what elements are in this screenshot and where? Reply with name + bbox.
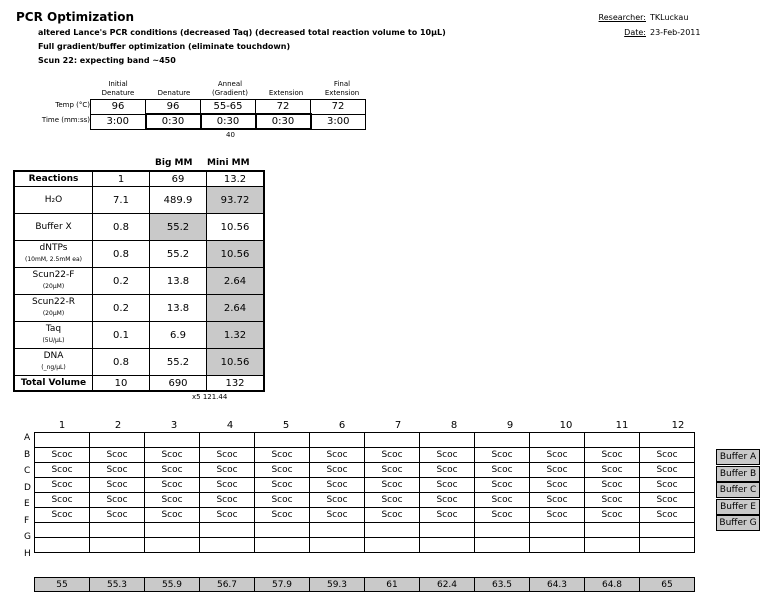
- plate-row: [35, 478, 695, 493]
- cycle-header-3-l1: Anneal: [217, 80, 243, 88]
- mini-mm-value: 10.56: [207, 349, 265, 376]
- plate-well: Scoc: [420, 508, 475, 523]
- single-rxn-value: 0.8: [93, 349, 150, 376]
- reagent-name: [14, 214, 93, 241]
- plate-well: Scoc: [640, 478, 695, 493]
- big-mm-value: 69: [150, 171, 207, 187]
- cycle-header-4: [258, 80, 314, 98]
- single-rxn-value: 0.1: [93, 322, 150, 349]
- plate-well: Scoc: [310, 463, 365, 478]
- plate-column-number: 11: [615, 420, 629, 431]
- cycle-header-2: [146, 80, 202, 98]
- gradient-temp: 56.7: [200, 578, 255, 592]
- plate-well: [200, 523, 255, 538]
- plate-well: [310, 433, 365, 448]
- plate-row: [35, 523, 695, 538]
- plate-well: Scoc: [530, 478, 585, 493]
- temp-cell: 72: [311, 100, 366, 115]
- temp-cell: 55-65: [201, 100, 256, 115]
- reagent-name: [14, 322, 93, 349]
- reagent-label: H₂O: [44, 194, 63, 205]
- plate-well: Scoc: [35, 493, 90, 508]
- single-rxn-value: 0.8: [93, 241, 150, 268]
- gradient-temp: 55.3: [90, 578, 145, 592]
- plate-well: Scoc: [35, 508, 90, 523]
- plate-column-number: 5: [282, 420, 290, 431]
- date-label: Date:: [624, 28, 646, 37]
- plate-well: Scoc: [35, 448, 90, 463]
- plate-row-letter: C: [24, 466, 31, 476]
- plate-well: Scoc: [90, 448, 145, 463]
- cycle-header-1-l1: Initial: [108, 80, 128, 88]
- reagent-label: dNTPs: [39, 243, 68, 253]
- plate-column-number: 7: [394, 420, 402, 431]
- gradient-temps: [34, 577, 695, 592]
- reaction-row: [14, 268, 264, 295]
- plate-well: [640, 523, 695, 538]
- reaction-row: [14, 214, 264, 241]
- reagent-name: [14, 268, 93, 295]
- plate-row-letter: B: [24, 449, 31, 460]
- plate-well: Scoc: [585, 508, 640, 523]
- plate-grid: [34, 432, 695, 553]
- mini-mm-value: 1.32: [207, 322, 265, 349]
- reagent-label: Scun22-R: [31, 297, 76, 307]
- plate-well: Scoc: [90, 463, 145, 478]
- plate-column-number: 3: [170, 420, 178, 431]
- cycle-header-2-l1: [146, 80, 202, 89]
- mini-mm-note: x5 121.44: [192, 393, 228, 401]
- plate-well: [475, 433, 530, 448]
- time-cell: 0:30: [256, 114, 311, 129]
- cycles-note: 40: [226, 131, 235, 139]
- mini-mm-value: 10.56: [207, 241, 265, 268]
- single-rxn-value: 7.1: [93, 187, 150, 214]
- plate-row: [35, 493, 695, 508]
- cycle-header-5-l2: Extension: [324, 89, 360, 97]
- mini-mm-value: 2.64: [207, 295, 265, 322]
- gradient-temp: 64.8: [585, 578, 640, 592]
- reagent-name: [14, 295, 93, 322]
- buffer-label: Buffer A: [716, 449, 760, 465]
- cycle-headers: [90, 80, 370, 100]
- reagent-concentration: (20µM): [42, 310, 65, 317]
- plate-row: [35, 508, 695, 523]
- page-title: PCR Optimization: [16, 10, 134, 24]
- plate-well: Scoc: [475, 493, 530, 508]
- plate-well: [200, 538, 255, 553]
- gradient-temp: 64.3: [530, 578, 585, 592]
- plate-column-number: 1: [58, 420, 66, 431]
- plate-row-letter: H: [24, 548, 31, 559]
- plate-well: Scoc: [640, 493, 695, 508]
- single-rxn-value: 0.8: [93, 214, 150, 241]
- plate-well: Scoc: [200, 463, 255, 478]
- mini-mm-value: 132: [207, 376, 265, 392]
- big-mm-value: 13.8: [150, 268, 207, 295]
- plate-well: Scoc: [365, 508, 420, 523]
- note-line-2: Full gradient/buffer optimization (eliminate touchdown): [38, 42, 291, 51]
- plate-well: [200, 433, 255, 448]
- plate-well: Scoc: [200, 493, 255, 508]
- plate-well: [310, 523, 365, 538]
- plate-well: Scoc: [365, 493, 420, 508]
- single-rxn-value: 10: [93, 376, 150, 392]
- plate-well: Scoc: [145, 448, 200, 463]
- cycle-header-2-l2: Denature: [157, 89, 191, 97]
- plate-well: [475, 523, 530, 538]
- plate-well: Scoc: [640, 508, 695, 523]
- plate-well: [530, 538, 585, 553]
- plate-well: [145, 433, 200, 448]
- mini-mm-value: 93.72: [207, 187, 265, 214]
- cycle-table: [90, 99, 366, 130]
- single-rxn-value: 0.2: [93, 295, 150, 322]
- cycle-header-4-l2: Extension: [268, 89, 304, 97]
- plate-well: Scoc: [90, 493, 145, 508]
- reagent-name: [14, 376, 93, 392]
- plate-column-number: 8: [450, 420, 458, 431]
- plate-row: [35, 463, 695, 478]
- plate-well: Scoc: [475, 508, 530, 523]
- reaction-table: [13, 170, 265, 392]
- temp-row: [91, 100, 366, 115]
- gradient-temp: 61: [365, 578, 420, 592]
- plate-well: [475, 538, 530, 553]
- plate-well: Scoc: [310, 493, 365, 508]
- plate-well: Scoc: [200, 448, 255, 463]
- plate-well: [420, 538, 475, 553]
- big-mm-value: 489.9: [150, 187, 207, 214]
- reaction-row: [14, 376, 264, 392]
- plate-well: [365, 538, 420, 553]
- plate-row-letter: F: [24, 515, 30, 526]
- single-rxn-value: 1: [93, 171, 150, 187]
- plate-well: Scoc: [255, 508, 310, 523]
- plate-well: Scoc: [530, 508, 585, 523]
- gradient-temp: 62.4: [420, 578, 475, 592]
- reagent-name: [14, 241, 93, 268]
- plate-well: Scoc: [90, 508, 145, 523]
- plate-well: Scoc: [475, 448, 530, 463]
- reaction-row: [14, 187, 264, 214]
- date-value: 23-Feb-2011: [650, 28, 701, 37]
- big-mm-value: 690: [150, 376, 207, 392]
- plate-row: [35, 433, 695, 448]
- plate-well: [255, 433, 310, 448]
- plate-row: [35, 538, 695, 553]
- plate-well: Scoc: [145, 493, 200, 508]
- plate-well: [35, 538, 90, 553]
- gradient-temp-row: [35, 578, 695, 592]
- plate-well: [530, 523, 585, 538]
- time-cell: 3:00: [91, 114, 146, 129]
- time-cell: 0:30: [146, 114, 201, 129]
- plate-well: Scoc: [420, 448, 475, 463]
- big-mm-header: Big MM: [155, 158, 193, 168]
- plate-column-number: 10: [559, 420, 573, 431]
- cycle-header-3-l2: (Gradient): [212, 89, 248, 97]
- time-row: [91, 114, 366, 129]
- plate-well: Scoc: [530, 448, 585, 463]
- plate-well: Scoc: [145, 463, 200, 478]
- reagent-concentration: (5U/µL): [42, 337, 65, 344]
- gradient-temp: 55: [35, 578, 90, 592]
- time-row-label: Time (mm:ss): [41, 116, 90, 124]
- plate-column-number: 6: [338, 420, 346, 431]
- mini-mm-value: 13.2: [207, 171, 265, 187]
- cycle-header-4-l1: [258, 80, 314, 89]
- plate-well: [310, 538, 365, 553]
- temp-cell: 96: [146, 100, 201, 115]
- plate-well: [530, 433, 585, 448]
- plate-well: [420, 433, 475, 448]
- big-mm-value: 6.9: [150, 322, 207, 349]
- cycle-header-3: [202, 80, 258, 98]
- plate-well: Scoc: [530, 463, 585, 478]
- plate-row-letter: A: [24, 433, 31, 443]
- plate-well: Scoc: [310, 478, 365, 493]
- gradient-temp: 55.9: [145, 578, 200, 592]
- plate-well: Scoc: [145, 508, 200, 523]
- plate-well: Scoc: [255, 448, 310, 463]
- time-cell: 0:30: [201, 114, 256, 129]
- plate-well: [640, 433, 695, 448]
- reaction-row: [14, 322, 264, 349]
- plate-well: Scoc: [310, 448, 365, 463]
- plate-well: [640, 538, 695, 553]
- plate-well: Scoc: [420, 493, 475, 508]
- plate-well: Scoc: [585, 493, 640, 508]
- reaction-row: [14, 295, 264, 322]
- plate-well: Scoc: [640, 448, 695, 463]
- time-cell: 3:00: [311, 114, 366, 129]
- researcher-label: Researcher:: [598, 13, 646, 22]
- gradient-temp: 59.3: [310, 578, 365, 592]
- mini-mm-value: 10.56: [207, 214, 265, 241]
- gradient-temp: 57.9: [255, 578, 310, 592]
- reaction-row: [14, 171, 264, 187]
- plate-well: Scoc: [200, 508, 255, 523]
- plate-well: [420, 523, 475, 538]
- temp-cell: 72: [256, 100, 311, 115]
- plate-row-letter: D: [24, 482, 31, 493]
- big-mm-value: 55.2: [150, 241, 207, 268]
- plate-well: Scoc: [585, 463, 640, 478]
- plate-well: Scoc: [530, 493, 585, 508]
- plate-well: Scoc: [475, 478, 530, 493]
- plate-well: Scoc: [35, 463, 90, 478]
- buffer-label: Buffer G: [716, 515, 760, 531]
- plate-well: [90, 538, 145, 553]
- plate-well: Scoc: [255, 478, 310, 493]
- plate-well: Scoc: [90, 478, 145, 493]
- plate-row-letter: E: [24, 499, 30, 509]
- note-line-1: altered Lance's PCR conditions (decreased Taq) (decreased total reaction volume to 10µL): [38, 28, 446, 37]
- plate-well: [585, 433, 640, 448]
- reagent-label: Buffer X: [35, 221, 72, 232]
- buffer-label: Buffer B: [716, 466, 760, 482]
- reagent-label: DNA: [43, 351, 64, 361]
- reagent-name: [14, 187, 93, 214]
- researcher-value: TKLuckau: [650, 13, 689, 22]
- reagent-label: Scun22-F: [32, 270, 75, 280]
- plate-well: Scoc: [365, 448, 420, 463]
- temp-cell: 96: [91, 100, 146, 115]
- gradient-temp: 65: [640, 578, 695, 592]
- plate-column-number: 9: [506, 420, 514, 431]
- plate-well: Scoc: [365, 463, 420, 478]
- plate-well: Scoc: [310, 508, 365, 523]
- plate-well: [255, 523, 310, 538]
- plate-well: Scoc: [640, 463, 695, 478]
- reagent-concentration: (20µM): [42, 283, 65, 290]
- plate-column-number: 4: [226, 420, 234, 431]
- plate-row-letter: G: [24, 532, 31, 542]
- big-mm-value: 55.2: [150, 349, 207, 376]
- plate-well: [145, 538, 200, 553]
- reagent-label: Reactions: [28, 173, 79, 184]
- buffer-label: Buffer C: [716, 482, 760, 498]
- plate-well: [90, 523, 145, 538]
- plate-well: [365, 523, 420, 538]
- gradient-temp: 63.5: [475, 578, 530, 592]
- single-rxn-value: 0.2: [93, 268, 150, 295]
- cycle-header-5: [314, 80, 370, 98]
- plate-well: [255, 538, 310, 553]
- plate-well: [365, 433, 420, 448]
- reaction-row: [14, 349, 264, 376]
- cycle-header-5-l1: Final: [333, 80, 351, 88]
- reagent-name: [14, 349, 93, 376]
- plate-well: [35, 433, 90, 448]
- plate-well: Scoc: [475, 463, 530, 478]
- plate-well: Scoc: [145, 478, 200, 493]
- plate-well: Scoc: [585, 478, 640, 493]
- plate-well: Scoc: [365, 478, 420, 493]
- plate-well: Scoc: [585, 448, 640, 463]
- reagent-concentration: (10mM, 2.5mM ea): [25, 256, 82, 263]
- mini-mm-header: Mini MM: [207, 158, 250, 168]
- plate-well: Scoc: [200, 478, 255, 493]
- plate-well: [585, 523, 640, 538]
- plate-well: [145, 523, 200, 538]
- plate-well: Scoc: [420, 478, 475, 493]
- reagent-concentration: (_ng/µL): [41, 364, 66, 371]
- big-mm-value: 55.2: [150, 214, 207, 241]
- cycle-header-1: [90, 80, 146, 98]
- cycle-header-1-l2: Denature: [101, 89, 135, 97]
- plate-column-number: 2: [114, 420, 122, 431]
- plate-well: Scoc: [420, 463, 475, 478]
- reagent-label: Total Volume: [20, 377, 87, 388]
- plate-well: Scoc: [35, 478, 90, 493]
- plate-well: [35, 523, 90, 538]
- buffer-label: Buffer E: [716, 499, 760, 515]
- reagent-label: Taq: [45, 324, 62, 334]
- note-line-3: Scun 22: expecting band ~450: [38, 56, 176, 65]
- reagent-name: [14, 171, 93, 187]
- reaction-row: [14, 241, 264, 268]
- plate-row: [35, 448, 695, 463]
- plate-well: Scoc: [255, 463, 310, 478]
- plate-well: Scoc: [255, 493, 310, 508]
- plate-well: [90, 433, 145, 448]
- big-mm-value: 13.8: [150, 295, 207, 322]
- mini-mm-value: 2.64: [207, 268, 265, 295]
- plate-well: [585, 538, 640, 553]
- temp-row-label: Temp (°C): [55, 101, 90, 109]
- plate-column-number: 12: [671, 420, 685, 431]
